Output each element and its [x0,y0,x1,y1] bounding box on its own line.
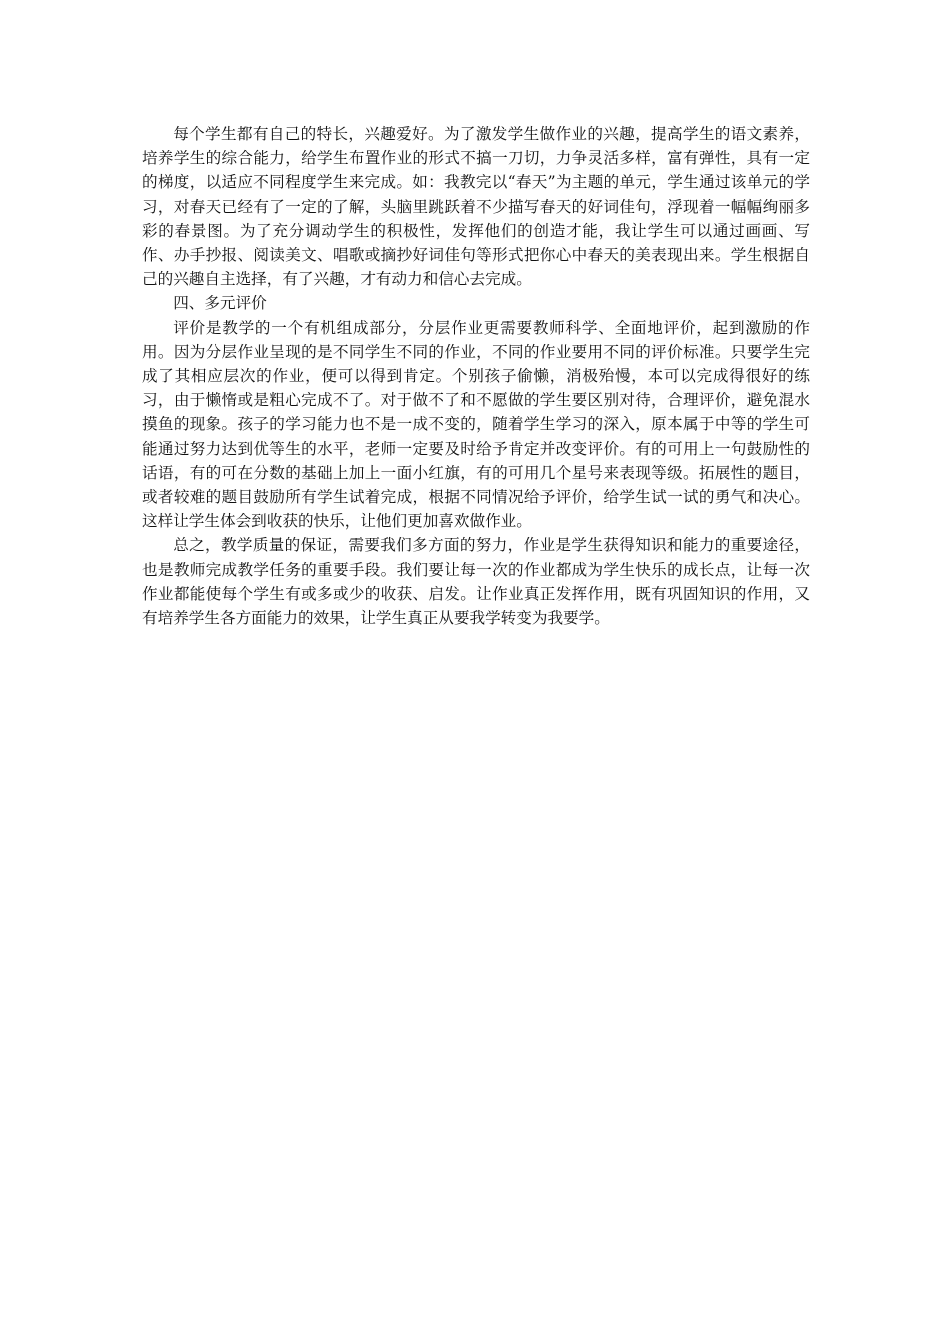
paragraph-evaluation: 评价是教学的一个有机组成部分，分层作业更需要教师科学、全面地评价，起到激励的作用。因为分层作业呈现的是不同学生不同的作业，不同的作业要用不同的评价标准。只要学生完成了其相应层次的作业，便可以得到肯定。个别孩子偷懒，消极殆慢，本可以完成得很好的练习，由于懒惰或是粗心完成不了。对于做不了和不愿做的学生要区别对待，合理评价，避免混水摸鱼的现象。孩子的学习能力也不是一成不变的，随着学生学习的深入，原本属于中等的学生可能通过努力达到优等生的水平，老师一定要及时给予肯定并改变评价。有的可用上一句鼓励性的话语，有的可在分数的基础上加上一面小红旗，有的可用几个星号来表现等级。拓展性的题目，或者较难的题目鼓励所有学生试着完成，根据不同情况给予评价，给学生试一试的勇气和决心。这样让学生体会到收获的快乐，让他们更加喜欢做作业。 [142,318,810,531]
paragraph-conclusion: 总之，教学质量的保证，需要我们多方面的努力，作业是学生获得知识和能力的重要途径，也是教师完成教学任务的重要手段。我们要让每一次的作业都成为学生快乐的成长点，让每一次作业都能使每个学生有或多或少的收获、启发。让作业真正发挥作用，既有巩固知识的作用，又有培养学生各方面能力的效果，让学生真正从要我学转变为我要学。 [142,536,810,628]
paragraph-interest-homework: 每个学生都有自己的特长，兴趣爱好。为了激发学生做作业的兴趣，提高学生的语文素养，培养学生的综合能力，给学生布置作业的形式不搞一刀切，力争灵活多样，富有弹性，具有一定的梯度，以适应不同程度学生来完成。如：我教完以“春天”为主题的单元，学生通过该单元的学习，对春天已经有了一定的了解，头脑里跳跃着不少描写春天的好词佳句，浮现着一幅幅绚丽多彩的春景图。为了充分调动学生的积极性，发挥他们的创造才能，我让学生可以通过画画、写作、办手抄报、阅读美文、唱歌或摘抄好词佳句等形式把你心中春天的美表现出来。学生根据自己的兴趣自主选择，有了兴趣，才有动力和信心去完成。 [142,125,810,289]
section-heading-multi-evaluation: 四、多元评价 [173,294,267,313]
document-body [142,122,810,630]
